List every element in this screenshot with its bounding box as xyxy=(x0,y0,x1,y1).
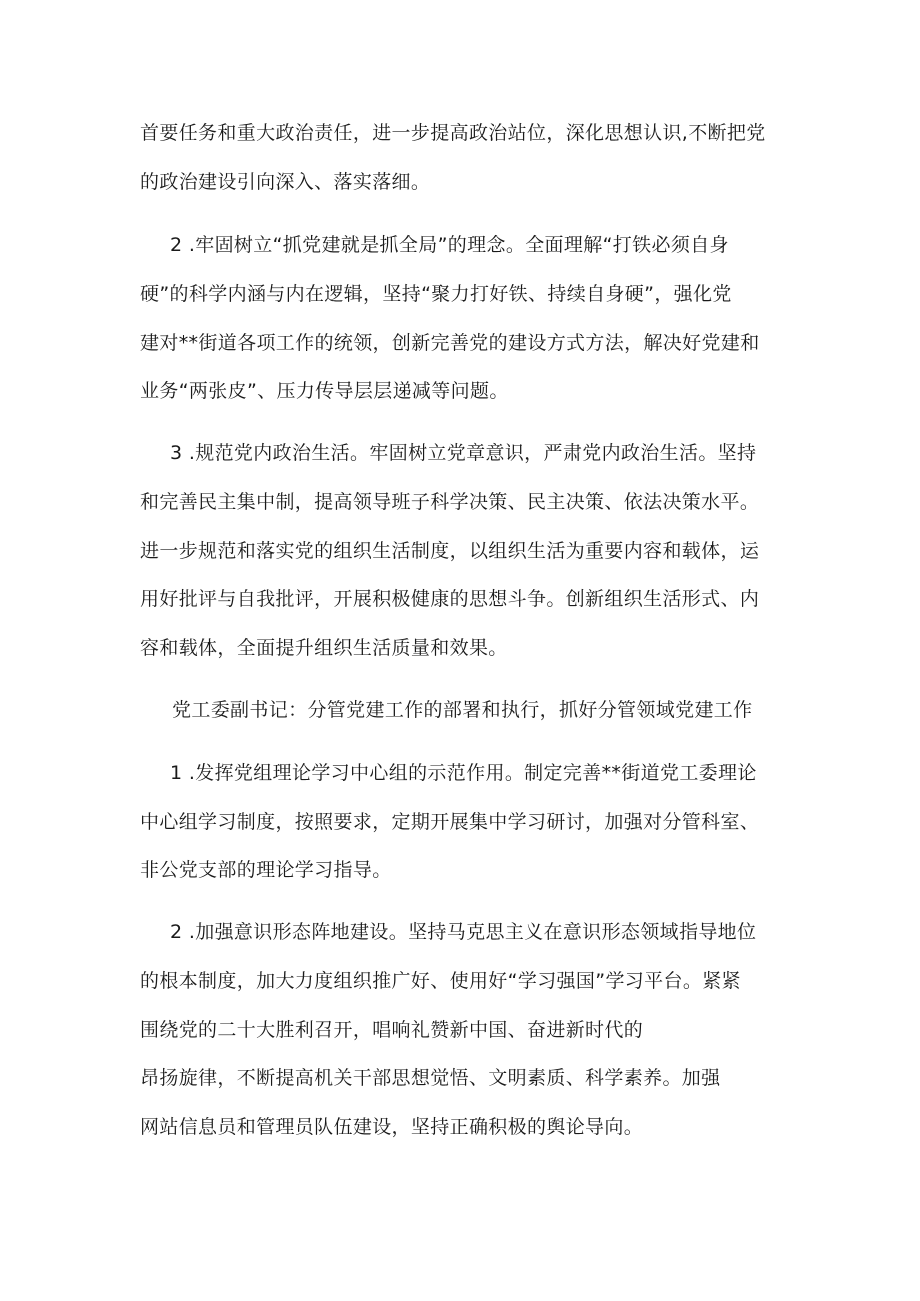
text-line: 非公党支部的理论学习指导。 xyxy=(140,859,392,881)
text-line: 硬”的科学内涵与内在逻辑，坚持“聚力打好铁、持续自身硬”，强化党 xyxy=(140,283,732,305)
text-line: 2 .牢固树立“抓党建就是抓全局”的理念。全面理解“打铁必须自身 xyxy=(170,234,729,256)
text-line: 的政治建设引向深入、落实落细。 xyxy=(140,171,431,193)
text-line: 业务“两张皮”、压力传导层层递减等问题。 xyxy=(140,380,509,402)
text-line: 2 .加强意识形态阵地建设。坚持马克思主义在意识形态领域指导地位 xyxy=(170,921,757,943)
text-line: 围绕党的二十大胜利召开，唱响礼赞新中国、奋进新时代的 xyxy=(140,1019,644,1041)
text-line: 首要任务和重大政治责任，进一步提高政治站位，深化思想认识,不断把党 xyxy=(140,122,766,144)
text-line: 昂扬旋律，不断提高机关干部思想觉悟、文明素质、科学素养。加强 xyxy=(140,1067,721,1089)
section-heading: 党工委副书记：分管党建工作的部署和执行，抓好分管领域党建工作 xyxy=(172,699,753,721)
text-line: 的根本制度，加大力度组织推广好、使用好“学习强国”学习平台。紧紧 xyxy=(140,970,741,992)
text-line: 容和载体，全面提升组织生活质量和效果。 xyxy=(140,637,508,659)
text-line: 网站信息员和管理员队伍建设，坚持正确积极的舆论导向。 xyxy=(140,1116,644,1138)
text-line: 1 .发挥党组理论学习中心组的示范作用。制定完善**街道党工委理论 xyxy=(170,762,757,784)
text-line: 用好批评与自我批评，开展积极健康的思想斗争。创新组织生活形式、内 xyxy=(140,588,760,610)
text-line: 和完善民主集中制，提高领导班子科学决策、民主决策、依法决策水平。 xyxy=(140,491,760,513)
text-line: 进一步规范和落实党的组织生活制度，以组织生活为重要内容和载体，运 xyxy=(140,540,760,562)
text-line: 3 .规范党内政治生活。牢固树立党章意识，严肃党内政治生活。坚持 xyxy=(170,442,757,464)
text-line: 中心组学习制度，按照要求，定期开展集中学习研讨，加强对分管科室、 xyxy=(140,811,760,833)
text-line: 建对**街道各项工作的统领，创新完善党的建设方式方法，解决好党建和 xyxy=(140,332,760,354)
